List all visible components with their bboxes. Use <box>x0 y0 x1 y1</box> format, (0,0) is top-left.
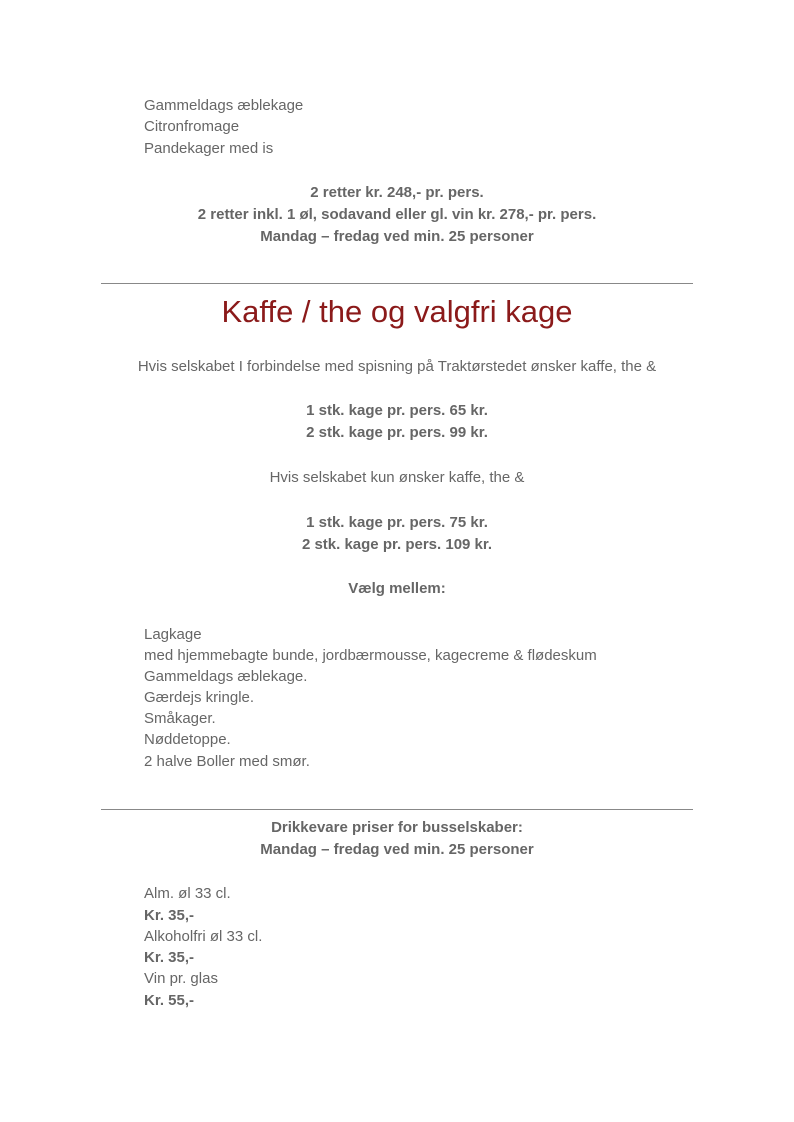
section-divider <box>101 809 693 810</box>
drink-price: Kr. 35,- <box>144 949 195 966</box>
drink-price: Kr. 55,- <box>144 992 195 1009</box>
cake-option: Småkager. <box>144 710 216 727</box>
price-line: 1 stk. kage pr. pers. 65 kr. <box>306 402 488 419</box>
price-line: 2 retter kr. 248,- pr. pers. <box>310 184 484 201</box>
price-line: 2 stk. kage pr. pers. 109 kr. <box>301 536 493 553</box>
price-condition: Mandag – fredag ved min. 25 personer <box>260 228 534 245</box>
cake-option: 2 halve Boller med smør. <box>144 753 310 770</box>
price-line: 2 retter inkl. 1 øl, sodavand eller gl. vin kr. 278,- pr. pers. <box>197 206 597 223</box>
cake-option: Nøddetoppe. <box>144 731 231 748</box>
choose-label: Vælg mellem: <box>348 580 446 597</box>
dessert-item: Citronfromage <box>144 118 240 135</box>
section-divider <box>101 283 693 284</box>
drink-price: Kr. 35,- <box>144 907 195 924</box>
price-line: 1 stk. kage pr. pers. 75 kr. <box>306 514 488 531</box>
section-heading: Kaffe / the og valgfri kage <box>221 294 573 329</box>
cake-option: Gærdejs kringle. <box>144 689 255 706</box>
drinks-subtitle: Mandag – fredag ved min. 25 personer <box>260 841 534 858</box>
dessert-item: Pandekager med is <box>144 140 274 157</box>
drinks-title: Drikkevare priser for busselskaber: <box>271 819 523 836</box>
price-line: 2 stk. kage pr. pers. 99 kr. <box>306 424 488 441</box>
cake-option: Lagkage <box>144 626 202 643</box>
dessert-item: Gammeldags æblekage <box>144 97 304 114</box>
cake-option: med hjemmebagte bunde, jordbærmousse, kagecreme & flødeskum <box>144 647 597 664</box>
intro-text: Hvis selskabet I forbindelse med spisning på Traktørstedet ønsker kaffe, the & <box>137 358 657 375</box>
intro-text: Hvis selskabet kun ønsker kaffe, the & <box>269 469 525 486</box>
drink-name: Alkoholfri øl 33 cl. <box>144 928 263 945</box>
drink-name: Vin pr. glas <box>144 970 218 987</box>
cake-option: Gammeldags æblekage. <box>144 668 308 685</box>
drink-name: Alm. øl 33 cl. <box>144 885 231 902</box>
